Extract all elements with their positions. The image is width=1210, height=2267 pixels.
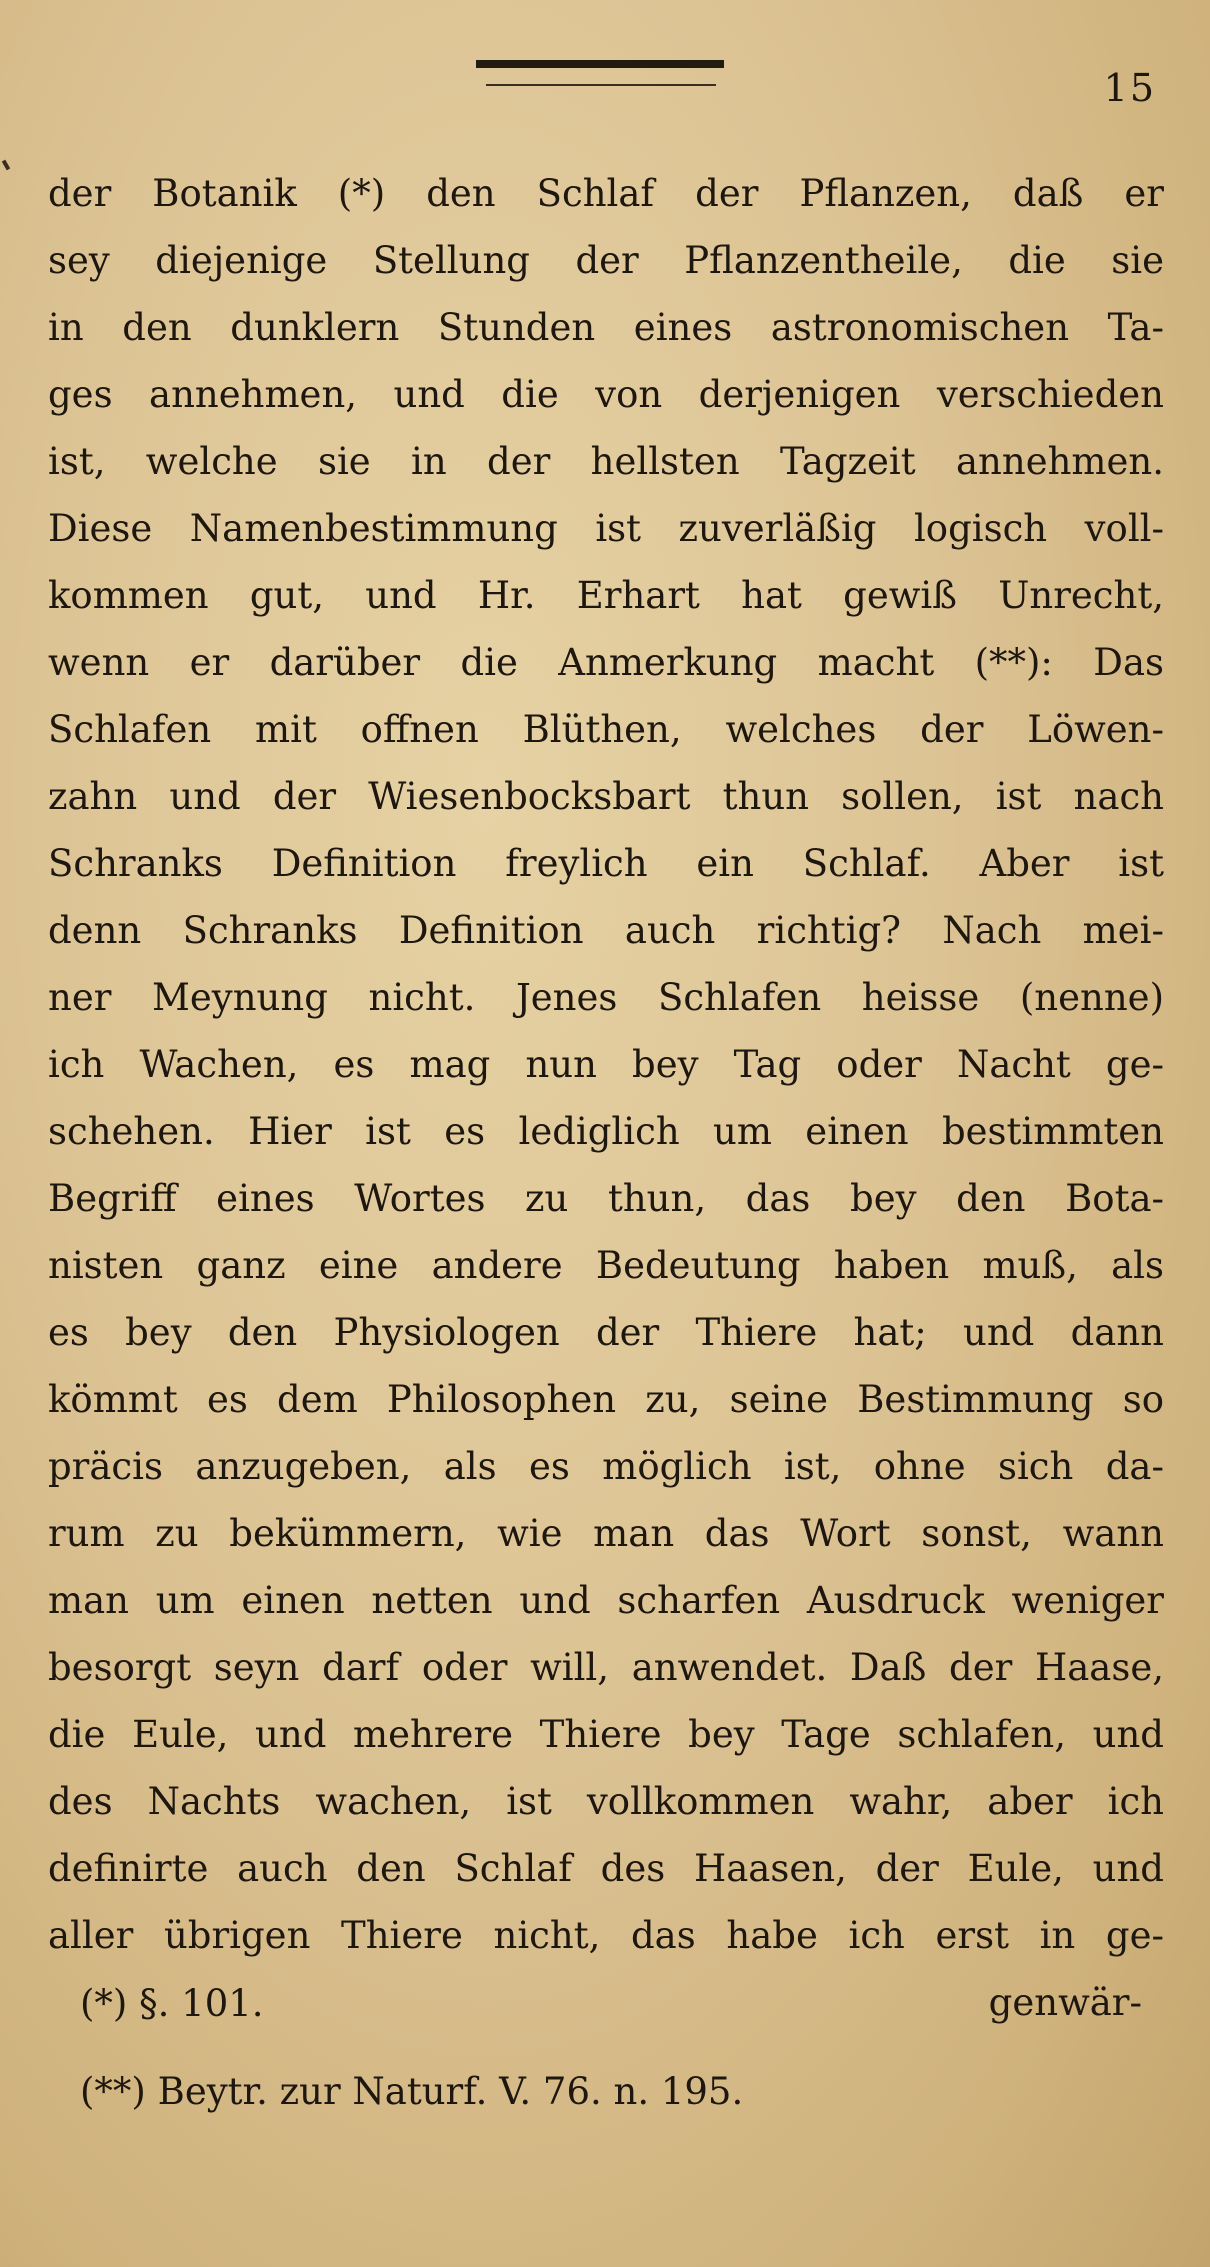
text-line: kommen gut, und Hr. Erhart hat gewiß Unrecht, [48, 574, 1164, 617]
text-line: ist, welche sie in der hellsten Tagzeit annehmen. [48, 440, 1164, 483]
text-line: Diese Namenbestimmung ist zuverläßig logisch voll- [48, 507, 1164, 550]
text-line: wenn er darüber die Anmerkung macht (**): Das [48, 641, 1164, 684]
text-line: Schranks Definition freylich ein Schlaf. Aber ist [48, 842, 1164, 885]
text-line: nisten ganz eine andere Bedeutung haben muß, als [48, 1244, 1164, 1287]
text-line: man um einen netten und scharfen Ausdruck weniger [48, 1579, 1164, 1622]
footnote: (*) §. 101. [80, 1982, 264, 2025]
text-line: sey diejenige Stellung der Pflanzentheile, die sie [48, 239, 1164, 282]
text-line: ner Meynung nicht. Jenes Schlafen heisse (nenne) [48, 976, 1164, 1019]
body-text [48, 160, 1164, 2036]
footnotes [80, 1960, 1140, 2136]
text-line: definirte auch den Schlaf des Haasen, der Eule, und [48, 1847, 1164, 1890]
text-line: ges annehmen, und die von derjenigen verschieden [48, 373, 1164, 416]
text-line: in den dunklern Stunden eines astronomischen Ta- [48, 306, 1164, 349]
text-line: die Eule, und mehrere Thiere bey Tage schlafen, und [48, 1713, 1164, 1756]
text-line: denn Schranks Definition auch richtig? Nach mei- [48, 909, 1164, 952]
text-line: der Botanik (*) den Schlaf der Pflanzen, daß er [48, 172, 1164, 215]
text-line: kömmt es dem Philosophen zu, seine Bestimmung so [48, 1378, 1164, 1421]
text-line: rum zu bekümmern, wie man das Wort sonst, wann [48, 1512, 1164, 1555]
page-number: 15 [1103, 66, 1156, 110]
header-rule-thick [476, 60, 724, 68]
text-line: Begriff eines Wortes zu thun, das bey den Bota- [48, 1177, 1164, 1220]
text-line: schehen. Hier ist es lediglich um einen bestimmten [48, 1110, 1164, 1153]
text-line: aller übrigen Thiere nicht, das habe ich erst in ge- [48, 1914, 1164, 1957]
footnote: (**) Beytr. zur Naturf. V. 76. n. 195. [80, 2070, 744, 2113]
margin-mark [2, 160, 10, 171]
text-line: es bey den Physiologen der Thiere hat; und dann [48, 1311, 1164, 1354]
text-line: des Nachts wachen, ist vollkommen wahr, aber ich [48, 1780, 1164, 1823]
header-rule [476, 60, 724, 72]
text-line: Schlafen mit offnen Blüthen, welches der Löwen- [48, 708, 1164, 751]
text-line: präcis anzugeben, als es möglich ist, ohne sich da- [48, 1445, 1164, 1488]
text-line: zahn und der Wiesenbocksbart thun sollen, ist nach [48, 775, 1164, 818]
text-line: ich Wachen, es mag nun bey Tag oder Nacht ge- [48, 1043, 1164, 1086]
text-line: besorgt seyn darf oder will, anwendet. Daß der Haase, [48, 1646, 1164, 1689]
header-rule-thin [486, 84, 716, 86]
catchword: genwär- [988, 1981, 1142, 2024]
